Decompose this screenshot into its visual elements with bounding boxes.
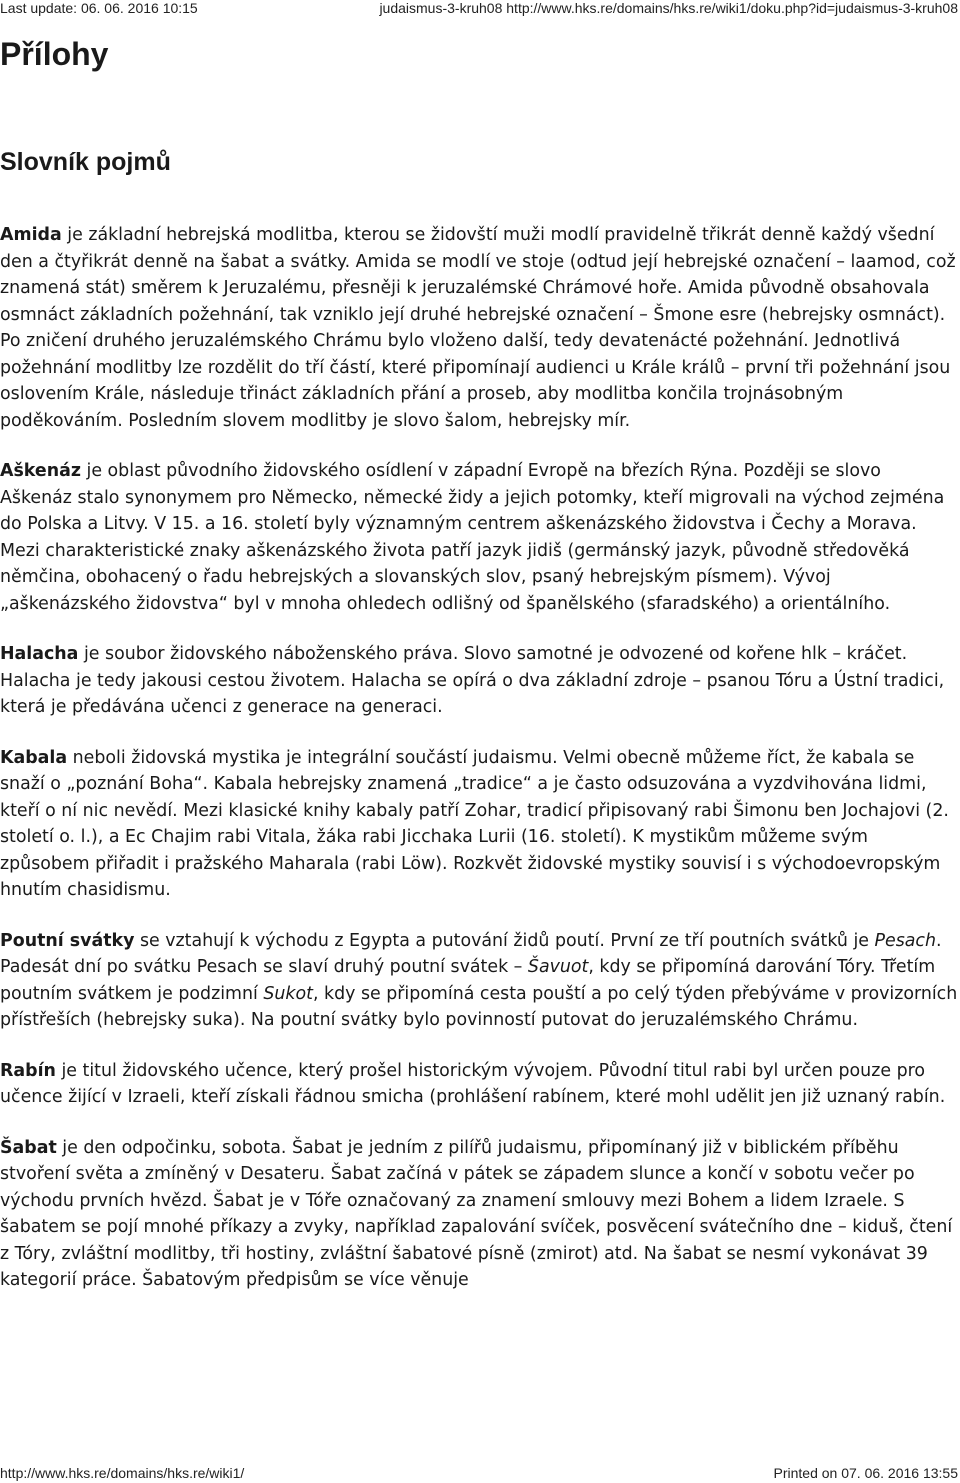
glossary-term: Halacha bbox=[0, 644, 79, 664]
glossary bbox=[0, 222, 958, 1318]
glossary-entry-sabat bbox=[0, 1135, 958, 1294]
glossary-term: Šabat bbox=[0, 1137, 57, 1158]
printed-date-text: Printed on 07. 06. 2016 13:55 bbox=[773, 1465, 958, 1481]
glossary-entry-askenaz bbox=[0, 458, 958, 617]
page-title: Přílohy bbox=[0, 36, 109, 72]
glossary-entry-poutni-svatky bbox=[0, 928, 958, 1034]
last-update-text: Last update: 06. 06. 2016 10:15 bbox=[0, 0, 198, 16]
holiday-name-savuot: Šavuot bbox=[527, 957, 589, 977]
glossary-term: Poutní svátky bbox=[0, 930, 135, 951]
glossary-definition-part: se vztahují k východu z Egypta a putování židů poutí. První ze tří poutních svátků je bbox=[134, 930, 875, 951]
glossary-definition-part: . Padesát dní po svátku Pesach se slaví druhý poutní svátek – bbox=[0, 930, 942, 977]
page-reference-link[interactable]: judaismus-3-kruh08 http://www.hks.re/domains/hks.re/wiki1/doku.php?id=judaismus-3-kruh08 bbox=[379, 0, 958, 16]
glossary-term: Rabín bbox=[0, 1060, 56, 1081]
glossary-definition: je titul židovského učence, který prošel historickým vývojem. Původní titul rabi byl určen pouze pro učence žijící v Izraeli, kteří získali řádnou smicha (prohlášení rabínem, které mohl udělit jen již uznaný rabín. bbox=[0, 1060, 946, 1107]
holiday-name-pesach: Pesach bbox=[874, 930, 937, 951]
glossary-definition-part: , kdy se připomíná cesta pouští a po celý týden přebýváme v provizorních přístřeších (hebrejsky suka). Na poutní svátky bylo povinností putovat do jeruzalémského Chrámu. bbox=[0, 983, 958, 1030]
page-header bbox=[0, 0, 960, 18]
glossary-entry-kabala bbox=[0, 745, 958, 904]
glossary-definition: je základní hebrejská modlitba, kterou se židovští muži modlí pravidelně třikrát denně každý všední den a čtyřikrát denně na šabat a svátky. Amida se modlí ve stoje (odtud její hebrejské označení – laamod, což znamená stát) směrem k Jeruzalému, přesněji k jeruzalémské Chrámové hoře. Amida původně obsahovala osmnáct základních požehnání, tak vzniklo její druhé hebrejské označení – Šmone esre (hebrejsky osmnáct). Po zničení druhého jeruzalémského Chrámu bylo vloženo další, tedy devatenácté požehnání. Jednotlivá požehnání modlitby lze rozdělit do tří částí, které připomínají audienci u Krále králů – první tři požehnání jsou oslovením Krále, následuje třináct základních přání a proseb, aby modlitba končila trojnásobným poděkováním. Posledním slovem modlitby je slovo šalom, hebrejsky mír. bbox=[0, 225, 956, 431]
section-title: Slovník pojmů bbox=[0, 148, 171, 176]
glossary-term: Amida bbox=[0, 225, 62, 245]
glossary-entry-halacha bbox=[0, 641, 958, 721]
glossary-entry-amida bbox=[0, 222, 958, 434]
footer-url-link[interactable]: http://www.hks.re/domains/hks.re/wiki1/ bbox=[0, 1465, 245, 1481]
glossary-entry-rabin bbox=[0, 1058, 958, 1111]
glossary-definition: je soubor židovského náboženského práva. Slovo samotné je odvozené od kořene hlk – kráčet. Halacha je tedy jakousi cestou životem. Halacha se opírá o dva základní zdroje – psanou Tóru a Ústní tradici, která je předávána učenci z generace na generaci. bbox=[0, 644, 945, 717]
glossary-term: Kabala bbox=[0, 747, 68, 768]
holiday-name-sukot: Sukot bbox=[263, 983, 313, 1004]
glossary-definition-part: , kdy se připomíná darování Tóry. Třetím poutním svátkem je podzimní bbox=[0, 957, 936, 1004]
page-footer bbox=[0, 1465, 960, 1483]
glossary-definition: neboli židovská mystika je integrální součástí judaismu. Velmi obecně můžeme říct, že kabala se snaží o „poznání Boha“. Kabala hebrejsky znamená „tradice“ a je často odsuzována a vyzdvihována lidmi, kteří o ní nic nevědí. Mezi klasické knihy kabaly patří Zohar, tradicí připisovaný rabi Šimonu ben Jochajovi (2. století o. l.), a Ec Chajim rabi Vitala, žáka rabi Jicchaka Lurii (16. století). K mystikům můžeme svým způsobem přiřadit i pražského Maharala (rabi Löw). Rozkvět židovské mystiky souvisí i s východoevropským hnutím chasidismu. bbox=[0, 747, 949, 900]
glossary-term: Aškenáz bbox=[0, 461, 81, 481]
glossary-definition: je den odpočinku, sobota. Šabat je jedním z pilířů judaismu, připomínaný již v biblickém příběhu stvoření světa a zmíněný v Desateru. Šabat začíná v pátek se západem slunce a končí v sobotu večer po východu prvních hvězd. Šabat je v Tóře označovaný za znamení smlouvy mezi Bohem a lidem Izraele. S šabatem se pojí mnohé příkazy a zvyky, například zapalování svíček, posvěcení svátečního dne – kiduš, čtení z Tóry, zvláštní modlitby, tři hostiny, zvláštní šabatové písně (zmirot) atd. Na šabat se nesmí vykonávat 39 kategorií práce. Šabatovým předpisům se více věnuje bbox=[0, 1137, 953, 1290]
glossary-definition: je oblast původního židovského osídlení v západní Evropě na březích Rýna. Později se slovo Aškenáz stalo synonymem pro Německo, německé židy a jejich potomky, kteří migrovali na východ zejména do Polska a Litvy. V 15. a 16. století byly významným centrem aškenázského židovstva i Čechy a Morava. Mezi charakteristické znaky aškenázského života patří jazyk jidiš (germánský jazyk, původně středověká němčina, obohacený o řadu hebrejských a slovanských slov, psaný hebrejským písmem). Vývoj „aškenázského židovstva“ byl v mnoha ohledech odlišný od španělského (sfaradského) a orientálního. bbox=[0, 461, 945, 614]
